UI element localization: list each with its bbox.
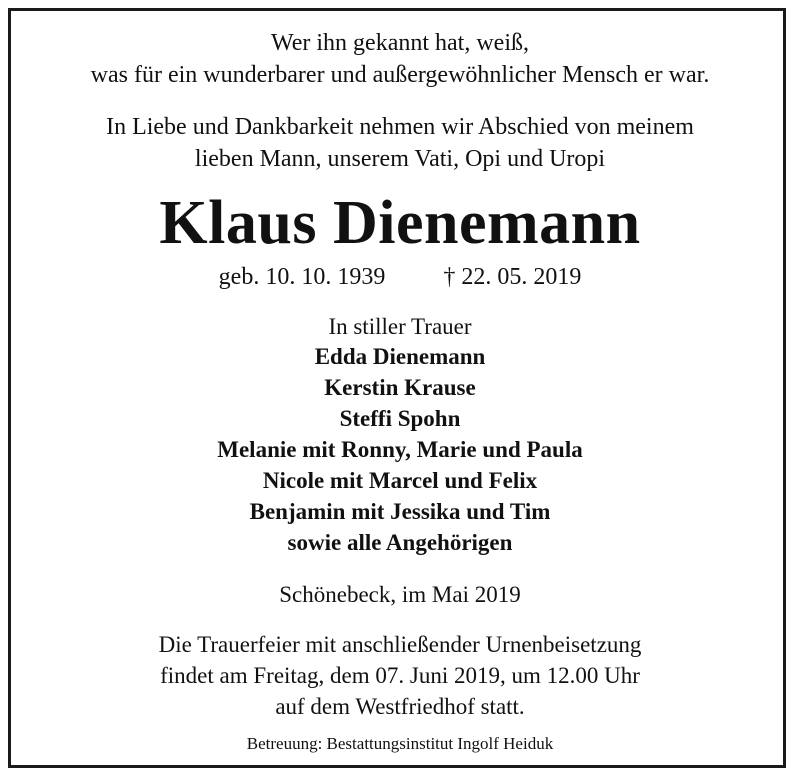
mourner-name: Edda Dienemann — [314, 344, 486, 369]
place-date: Schönebeck, im Mai 2019 — [279, 582, 521, 607]
deceased-name: Klaus Dienemann — [159, 189, 641, 257]
service-line-3: auf dem Westfriedhof statt. — [275, 694, 525, 719]
mourner-name: sowie alle Angehörigen — [287, 530, 513, 555]
intro-line-2: lieben Mann, unserem Vati, Opi und Uropi — [194, 146, 606, 172]
birth-date: geb. 10. 10. 1939 — [218, 264, 386, 290]
mourner-name: Steffi Spohn — [339, 406, 461, 431]
mourner-name: Kerstin Krause — [324, 375, 476, 400]
service-line-1: Die Trauerfeier mit anschließender Urnenbeisetzung — [158, 632, 642, 657]
mourners-intro: In stiller Trauer — [328, 314, 472, 339]
death-date: † 22. 05. 2019 — [443, 264, 582, 290]
quote-line-1: Wer ihn gekannt hat, weiß, — [271, 30, 529, 56]
undertaker-credit: Betreuung: Bestattungsinstitut Ingolf Heiduk — [246, 734, 554, 753]
quote-line-2: was für ein wunderbarer und außergewöhnlicher Mensch er war. — [90, 62, 710, 88]
mourner-name: Benjamin mit Jessika und Tim — [249, 499, 551, 524]
life-dates — [0, 264, 800, 291]
mourner-name: Melanie mit Ronny, Marie und Paula — [217, 437, 583, 462]
mourner-name: Nicole mit Marcel und Felix — [262, 468, 538, 493]
service-line-2: findet am Freitag, dem 07. Juni 2019, um 12.00 Uhr — [160, 663, 640, 688]
intro-line-1: In Liebe und Dankbarkeit nehmen wir Abschied von meinem — [106, 114, 694, 140]
